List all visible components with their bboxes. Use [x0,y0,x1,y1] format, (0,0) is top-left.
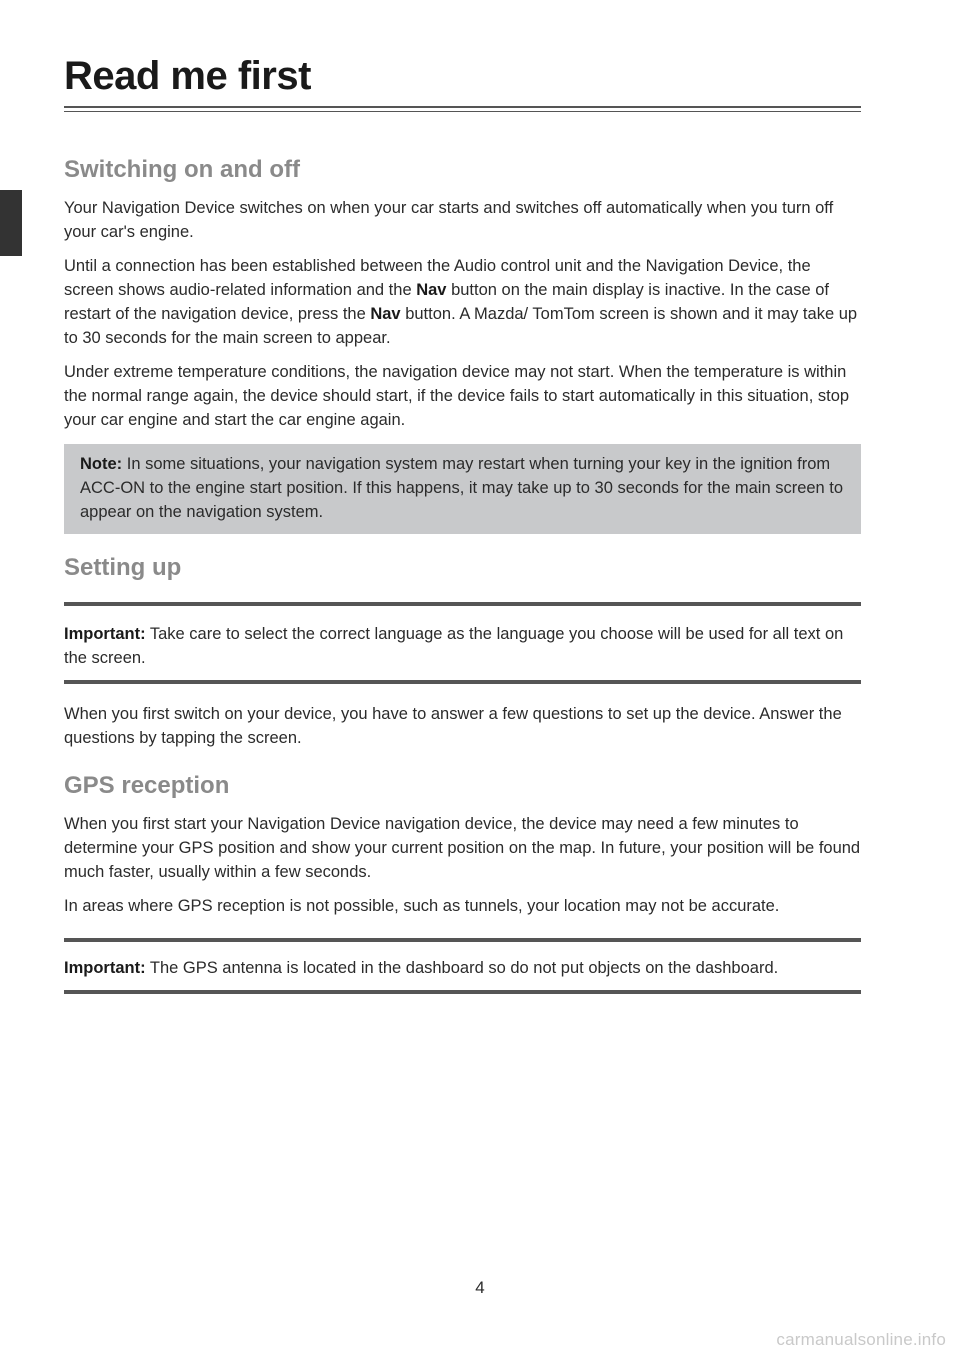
section-heading-setup: Setting up [64,554,182,581]
text-run: button. A Mazda/ TomTom screen is shown and it may take up to 30 seconds for the main screen to appear. [64,305,858,347]
important-label: Important: [64,625,146,643]
important-rule-bottom [64,680,861,684]
note-label: Note: [80,455,123,473]
important-rule-top [64,602,861,606]
gps-paragraph-1: When you first start your Navigation Device navigation device, the device may need a few minutes to determine your GPS position and show your current position on the map. In future, your position will be found much faster, usually within a few seconds. [64,815,861,881]
setup-paragraph: When you first switch on your device, you have to answer a few questions to set up the device. Answer the questions by tapping the screen. [64,705,842,747]
important-label: Important: [64,959,146,977]
title-divider [64,106,861,108]
chapter-tab-marker [0,190,22,256]
page-number: 4 [475,1278,485,1297]
important-text [64,622,861,670]
switching-paragraph-3: Under extreme temperature conditions, the navigation device may not start. When the temperature is within the normal range again, the device should start, if the device fails to start automatically in this situation, stop your car engine and start the car engine again. [64,363,850,429]
page-title: Read me first [64,54,311,98]
text-run: button on the main display is inactive. In the case of restart of the navigation device, press the [64,281,829,323]
section-heading-gps: GPS reception [64,772,230,799]
important-text [64,956,861,980]
note-body: In some situations, your navigation system may restart when turning your key in the ignition from ACC-ON to the engine start position. If this happens, it may take up to 30 seconds for the main screen to appear on the navigation system. [80,455,844,521]
important-rule-bottom [64,990,861,994]
nav-button-label: Nav [370,305,401,323]
important-body: The GPS antenna is located in the dashboard so do not put objects on the dashboard. [145,959,779,977]
important-body: Take care to select the correct language as the language you choose will be used for all text on the screen. [64,625,844,667]
note-text [80,452,845,524]
switching-paragraph-2 [64,254,861,350]
important-block-language [64,602,861,684]
text-run: Until a connection has been established between the Audio control unit and the Navigation Device, the screen shows audio-related information and the [64,257,811,299]
title-divider-thin [64,111,861,112]
site-watermark: carmanualsonline.info [776,1330,946,1349]
note-box [64,444,861,534]
gps-paragraph-2: In areas where GPS reception is not possible, such as tunnels, your location may not be accurate. [64,897,780,915]
switching-paragraph-1: Your Navigation Device switches on when your car starts and switches off automatically when you turn off your car's engine. [64,199,834,241]
nav-button-label: Nav [416,281,447,299]
important-rule-top [64,938,861,942]
page-content [64,150,861,994]
section-heading-switching: Switching on and off [64,156,300,183]
important-block-antenna [64,938,861,994]
